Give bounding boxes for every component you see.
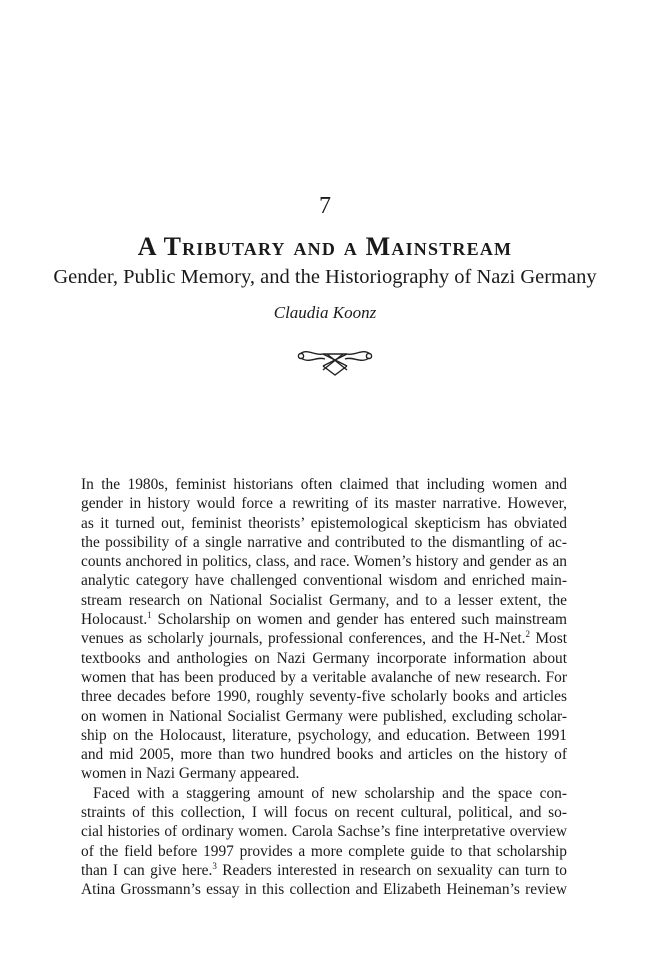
footnote-marker[interactable]: 2 bbox=[525, 629, 530, 640]
text-line: women that has been produced by a veritable avalanche of new research. For bbox=[81, 668, 567, 686]
chapter-author: Claudia Koonz bbox=[273, 303, 377, 322]
text-line: women in Nazi Germany appeared. bbox=[81, 765, 300, 783]
text-line: on women in National Socialist Germany were published, excluding scholar- bbox=[81, 707, 567, 725]
text-line: stream research on National Socialist Germany, and to a lesser extent, the bbox=[81, 591, 567, 609]
text-line: the possibility of a single narrative and contributed to the dismantling of ac- bbox=[81, 533, 567, 551]
text-line: than I can give here.$^3$ Readers interested in research on sexuality can turn to bbox=[81, 860, 567, 879]
text-line: textbooks and anthologies on Nazi Germany incorporate information about bbox=[81, 649, 567, 667]
text-line: and mid 2005, more than two hundred books and articles on the history of bbox=[81, 746, 567, 764]
text-line: gender in history would force a rewriting of its master narrative. However, bbox=[81, 495, 567, 513]
text-line: counts anchored in politics, class, and race. Women’s history and gender as an bbox=[81, 553, 567, 571]
text-line: straints of this collection, I will focus on recent cultural, political, and so- bbox=[81, 804, 567, 822]
footnote-marker[interactable]: 1 bbox=[147, 609, 152, 620]
text-line: of the field before 1997 provides a more complete guide to that scholarship bbox=[81, 842, 567, 860]
footnote-marker[interactable]: 3 bbox=[212, 860, 217, 871]
chapter-subtitle: Gender, Public Memory, and the Historiography of Nazi Germany bbox=[53, 266, 597, 288]
text-line: as it turned out, feminist theorists’ epistemological skepticism has obviated bbox=[81, 514, 567, 532]
text-line: Holocaust.$^1$ Scholarship on women and gender has entered such mainstream bbox=[81, 609, 567, 629]
text-line: Faced with a staggering amount of new scholarship and the space con- bbox=[93, 784, 567, 802]
text-line: cial histories of ordinary women. Carola Sachse’s fine interpretative overview bbox=[81, 823, 567, 841]
body-text bbox=[81, 475, 567, 900]
text-line: In the 1980s, feminist historians often claimed that including women and bbox=[81, 476, 567, 493]
text-line: Atina Grossmann’s essay in this collection and Elizabeth Heineman’s review bbox=[81, 881, 567, 899]
chapter-title: A Tributary and a Mainstream bbox=[137, 232, 513, 261]
fleuron-knot-icon bbox=[295, 345, 375, 377]
text-line: analytic category have challenged conventional wisdom and enriched main- bbox=[81, 572, 567, 590]
chapter-number: 7 bbox=[319, 193, 331, 219]
text-line: venues as scholarly journals, professional conferences, and the H-Net.$^2$ Most bbox=[81, 629, 567, 648]
text-line: ship on the Holocaust, literature, psychology, and education. Between 1991 bbox=[81, 726, 567, 744]
text-line: three decades before 1990, roughly seventy-five scholarly books and articles bbox=[81, 688, 567, 706]
